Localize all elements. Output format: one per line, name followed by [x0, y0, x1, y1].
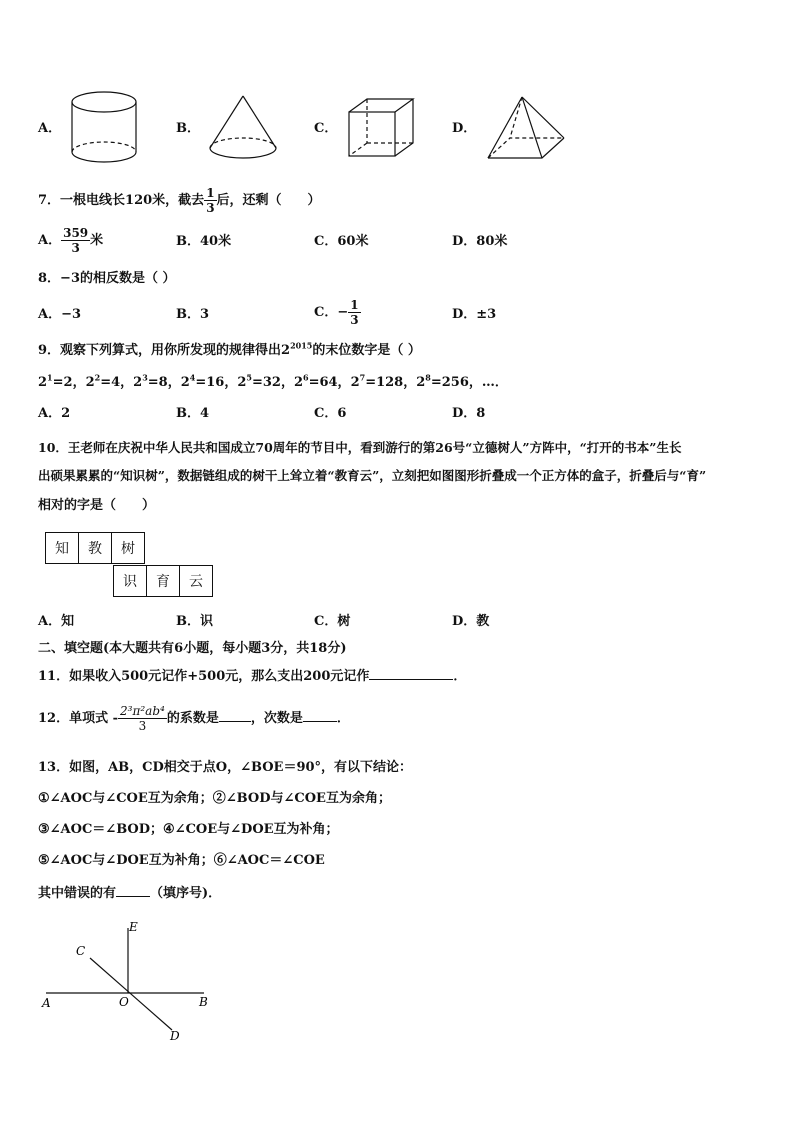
q8-stem: 8．−3的相反数是（ ） — [38, 271, 176, 286]
net-cell-yun: 云 — [179, 565, 213, 597]
label-d: D — [170, 1029, 180, 1043]
q10-option-d: D．教 — [452, 614, 490, 629]
q10-option-b: B．识 — [176, 614, 213, 629]
q8-option-c: C．− $\frac{1}{3}$ — [314, 298, 359, 327]
q10-line-3: 相对的字是（ ） — [38, 498, 156, 513]
q8-option-a: A．−3 — [38, 307, 82, 322]
q7-option-b: B．40米 — [176, 234, 232, 249]
q7-stem: 7．一根电线长120米，截去 $\frac{1}{3}$ 后，还剩（ ） — [38, 186, 321, 215]
net-cell-jiao: 教 — [78, 532, 112, 564]
q9-stem: 9．观察下列算式，用你所发现的规律得出$2^{2015}$的末位数字是（ ） — [38, 340, 421, 358]
q7-option-d: D．80米 — [452, 234, 508, 249]
q13-line-3: ⑤∠AOC与∠DOE互为补角；⑥∠AOC＝∠COE — [38, 853, 325, 868]
q6-option-a-label: A． — [38, 121, 62, 136]
q8-option-d: D．±3 — [452, 307, 497, 322]
q9-option-b: B．4 — [176, 406, 210, 421]
section-2-heading: 二、填空题(本大题共有6小题，每小题3分，共18分) — [38, 641, 347, 656]
q13-angle-figure — [36, 918, 216, 1048]
q7-option-c: C．60米 — [314, 234, 369, 249]
q10-option-c: C．树 — [314, 614, 351, 629]
q7-option-a: A． $\frac{359}{3}$ 米 — [38, 226, 104, 255]
q13-line-2: ③∠AOC＝∠BOD；④∠COE与∠DOE互为补角； — [38, 822, 339, 837]
label-o: O — [119, 995, 129, 1009]
q9-option-c: C．6 — [314, 406, 347, 421]
net-cell-zhi: 知 — [45, 532, 79, 564]
label-a: A — [42, 996, 51, 1010]
label-e: E — [129, 920, 138, 934]
q6-option-c-label: C． — [314, 121, 338, 136]
q9-option-a: A．2 — [38, 406, 71, 421]
q8-option-b: B．3 — [176, 307, 210, 322]
q12-monomial-fraction: $\frac{\text{2³π²ab⁴}}{3}$ — [120, 704, 165, 733]
q10-option-a: A．知 — [38, 614, 75, 629]
cylinder-icon — [68, 90, 140, 166]
q10-line-1: 10．王老师在庆祝中华人民共和国成立70周年的节目中，看到游行的第26号“立德树人”方阵中，“打开的书本”生长 — [38, 440, 682, 455]
label-b: B — [199, 995, 208, 1009]
q10-line-2: 出硕果累累的“知识树”，数据链组成的树干上耸立着“教育云”，立刻把如图图形折叠成一个正方体的盒子，折叠后与“育” — [38, 468, 707, 483]
cube-icon — [346, 96, 418, 160]
q13-line-1: ①∠AOC与∠COE互为余角；②∠BOD与∠COE互为余角； — [38, 791, 391, 806]
q13-stem: 13．如图，AB，CD相交于点O，∠BOE＝90°，有以下结论： — [38, 760, 413, 775]
q11-answer-blank[interactable] — [369, 667, 453, 680]
q13-answer-blank[interactable] — [116, 884, 150, 897]
q12-stem: 12．单项式 - $\frac{\text{2³π²ab⁴}}{3}$ 的系数是 ，次数是 ． — [38, 704, 350, 733]
q12-coefficient-blank[interactable] — [219, 709, 251, 722]
net-cell-yu: 育 — [146, 565, 180, 597]
pyramid-icon — [484, 94, 568, 162]
q12-degree-blank[interactable] — [303, 709, 337, 722]
q9-sequence: $2^1=2$，$2^2=4$，$2^3=8$，$2^4=16$，$2^5=32$，$2^6=64$，$2^7=128$，$2^8=256$，…． — [38, 372, 508, 390]
q11-stem: 11．如果收入500元记作+500元，那么支出200元记作 ． — [38, 669, 467, 684]
q13-line-4: 其中错误的有 （填序号)． — [38, 886, 222, 901]
cone-icon — [206, 94, 280, 162]
q6-option-d-label: D． — [452, 121, 477, 136]
q9-option-d: D．8 — [452, 406, 486, 421]
label-c: C — [76, 944, 86, 958]
q6-option-b-label: B． — [176, 121, 200, 136]
net-cell-shi: 识 — [113, 565, 147, 597]
q7-fraction: $\frac{1}{3}$ — [206, 186, 215, 215]
line-cd — [90, 958, 172, 1030]
net-cell-shu: 树 — [111, 532, 145, 564]
